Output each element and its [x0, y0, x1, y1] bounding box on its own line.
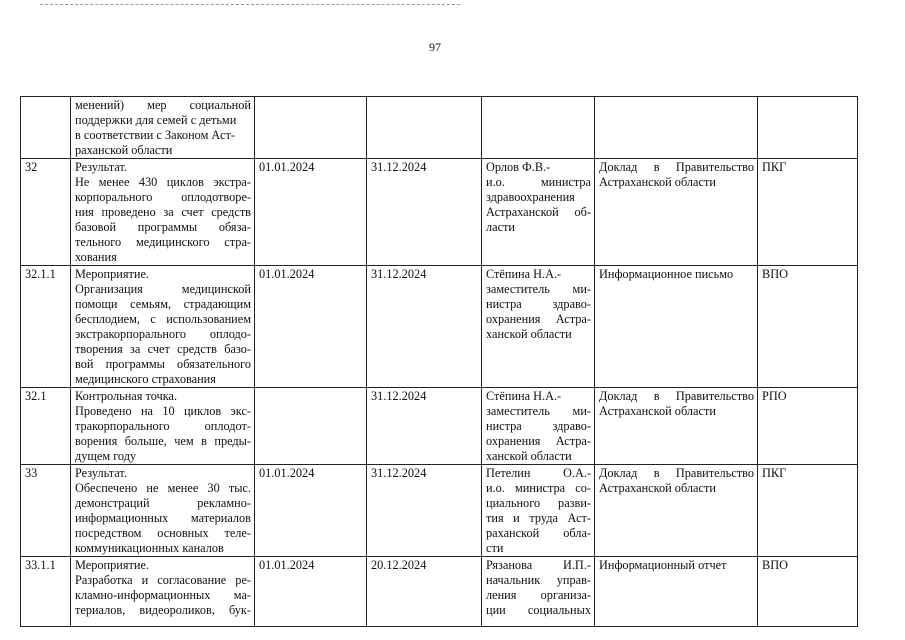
- cell-level: ВПО: [758, 266, 858, 388]
- page-number: 97: [429, 40, 441, 54]
- cell-responsible: [482, 97, 595, 159]
- table-row: [21, 388, 858, 465]
- cell-name: Результат. Не менее 430 циклов экстра- корпорального оплодотворе- ния проведено за счет средств базовой программы обяза- тельного медицинского стра- хования: [71, 159, 255, 266]
- table-row: [21, 159, 858, 266]
- cell-document: Информационное письмо: [595, 266, 758, 388]
- table-row: [21, 97, 858, 159]
- cell-end: 31.12.2024: [367, 159, 482, 266]
- cell-start: 01.01.2024: [255, 159, 367, 266]
- cell-num: 32: [21, 159, 71, 266]
- cell-name: Мероприятие. Организация медицинской помощи семьям, страдающим бесплодием, с использованием экстракорпорального оплодо- творения за счет средств базо- вой программы обязательного медицинского страхования: [71, 266, 255, 388]
- cell-num: 32.1: [21, 388, 71, 465]
- cell-start: 01.01.2024: [255, 465, 367, 557]
- cell-end: 31.12.2024: [367, 388, 482, 465]
- cell-level: [758, 97, 858, 159]
- cell-name: Мероприятие. Разработка и согласование ре- кламно-информационных ма- териалов, видеороликов, бук-: [71, 557, 255, 627]
- cell-document: Доклад в Правительство Астраханской области: [595, 159, 758, 266]
- cell-responsible: Стёпина Н.А.- заместитель ми- нистра здраво- охранения Астра- ханской области: [482, 388, 595, 465]
- cell-responsible: Рязанова И.П.- начальник управ- ления организа- ции социальных: [482, 557, 595, 627]
- cell-num: 33: [21, 465, 71, 557]
- cell-name: Контрольная точка. Проведено на 10 циклов экс- тракорпорального оплодот- ворения больше, чем в преды- дущем году: [71, 388, 255, 465]
- cell-num: 33.1.1: [21, 557, 71, 627]
- cell-level: ПКГ: [758, 159, 858, 266]
- plan-table: [20, 96, 858, 627]
- cell-start: [255, 97, 367, 159]
- cell-start: [255, 388, 367, 465]
- cell-end: 20.12.2024: [367, 557, 482, 627]
- cell-name: менений) мер социальной поддержки для семей с детьми в соответствии с Законом Аст- раханской области: [71, 97, 255, 159]
- cell-document: Доклад в Правительство Астраханской области: [595, 388, 758, 465]
- cell-num: [21, 97, 71, 159]
- cell-responsible: Орлов Ф.В.- и.о. министра здравоохранения Астраханской об- ласти: [482, 159, 595, 266]
- cell-name: Результат. Обеспечено не менее 30 тыс. демонстраций рекламно- информационных материалов посредством основных теле- коммуникационных каналов: [71, 465, 255, 557]
- cell-end: [367, 97, 482, 159]
- cell-responsible: Стёпина Н.А.- заместитель ми- нистра здраво- охранения Астра- ханской области: [482, 266, 595, 388]
- cell-document: [595, 97, 758, 159]
- table-row: [21, 557, 858, 627]
- cell-level: ВПО: [758, 557, 858, 627]
- cell-end: 31.12.2024: [367, 465, 482, 557]
- table-row: [21, 266, 858, 388]
- cell-document: Доклад в Правительство Астраханской области: [595, 465, 758, 557]
- cell-level: ПКГ: [758, 465, 858, 557]
- table-row: [21, 465, 858, 557]
- cell-start: 01.01.2024: [255, 266, 367, 388]
- cell-level: РПО: [758, 388, 858, 465]
- cell-start: 01.01.2024: [255, 557, 367, 627]
- scan-artifact-marks: [40, 4, 460, 11]
- cell-num: 32.1.1: [21, 266, 71, 388]
- cell-document: Информационный отчет: [595, 557, 758, 627]
- cell-responsible: Петелин О.А.- и.о. министра со- циального разви- тия и труда Аст- раханской обла- сти: [482, 465, 595, 557]
- cell-end: 31.12.2024: [367, 266, 482, 388]
